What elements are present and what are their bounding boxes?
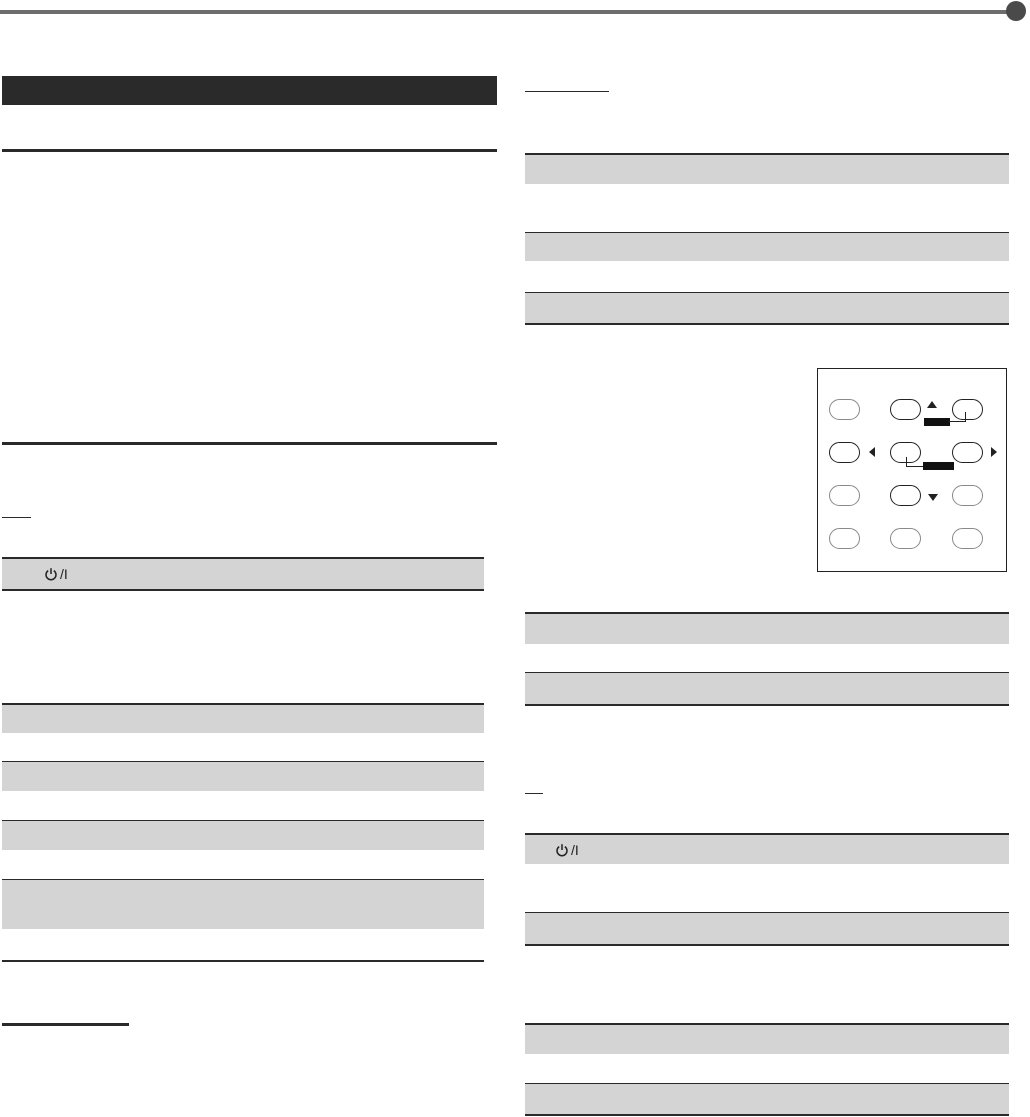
- table-right-1-row-2: [525, 232, 1009, 261]
- subsection-rule-1: [2, 149, 497, 152]
- table-right-4-row-2: [525, 1083, 1009, 1116]
- table-left-2-bottom-rule: [2, 960, 484, 962]
- arrow-down-icon: [928, 494, 938, 501]
- table-right-1-row-1: [525, 153, 1009, 184]
- remote-btn-r2c3: [952, 442, 983, 463]
- arrow-right-icon: [991, 447, 997, 457]
- header-rule: [0, 10, 1012, 14]
- power-label-right: /I: [555, 843, 579, 857]
- remote-btn-r4c2: [890, 528, 921, 549]
- note-underline-left: [2, 517, 31, 518]
- section-title-bar: [2, 76, 497, 105]
- remote-btn-r4c3: [952, 528, 983, 549]
- bracket-up: [948, 412, 966, 422]
- remote-diagram: [817, 368, 1007, 572]
- table-left-2-row-4: [2, 879, 484, 929]
- subsection-rule-2: [2, 442, 497, 445]
- table-left-2-row-2: [2, 761, 484, 791]
- power-label-left: /I: [44, 567, 68, 581]
- table-right-3-row-2: [525, 912, 1009, 946]
- table-left-2-row-1: [2, 703, 484, 733]
- power-standby-icon: [555, 843, 569, 857]
- remote-btn-r3c2: [890, 485, 921, 506]
- power-standby-icon: [44, 567, 58, 581]
- table-right-1-row-3: [525, 292, 1009, 325]
- remote-btn-r1c2: [890, 399, 921, 420]
- arrow-left-icon: [869, 447, 875, 457]
- remote-btn-r2c1: [829, 442, 860, 463]
- table-left-1-row: [2, 557, 484, 591]
- table-right-2-row-2: [525, 672, 1009, 706]
- remote-btn-r1c1: [829, 399, 860, 420]
- note-underline-right: [525, 793, 543, 794]
- table-right-4-row-1: [525, 1023, 1009, 1054]
- remote-btn-r3c1: [829, 485, 860, 506]
- remote-btn-r3c3: [952, 485, 983, 506]
- table-left-2-row-3: [2, 820, 484, 850]
- table-right-2-row-1: [525, 612, 1009, 644]
- heading-underline-right: [525, 91, 609, 92]
- label-block-center: [923, 462, 954, 470]
- table-right-3-row-1: [525, 833, 1009, 864]
- remote-btn-r4c1: [829, 528, 860, 549]
- arrow-up-icon: [927, 401, 937, 408]
- section-underline-bottom: [2, 1023, 129, 1026]
- header-dot-icon: [1006, 1, 1026, 21]
- label-block-up: [924, 418, 950, 426]
